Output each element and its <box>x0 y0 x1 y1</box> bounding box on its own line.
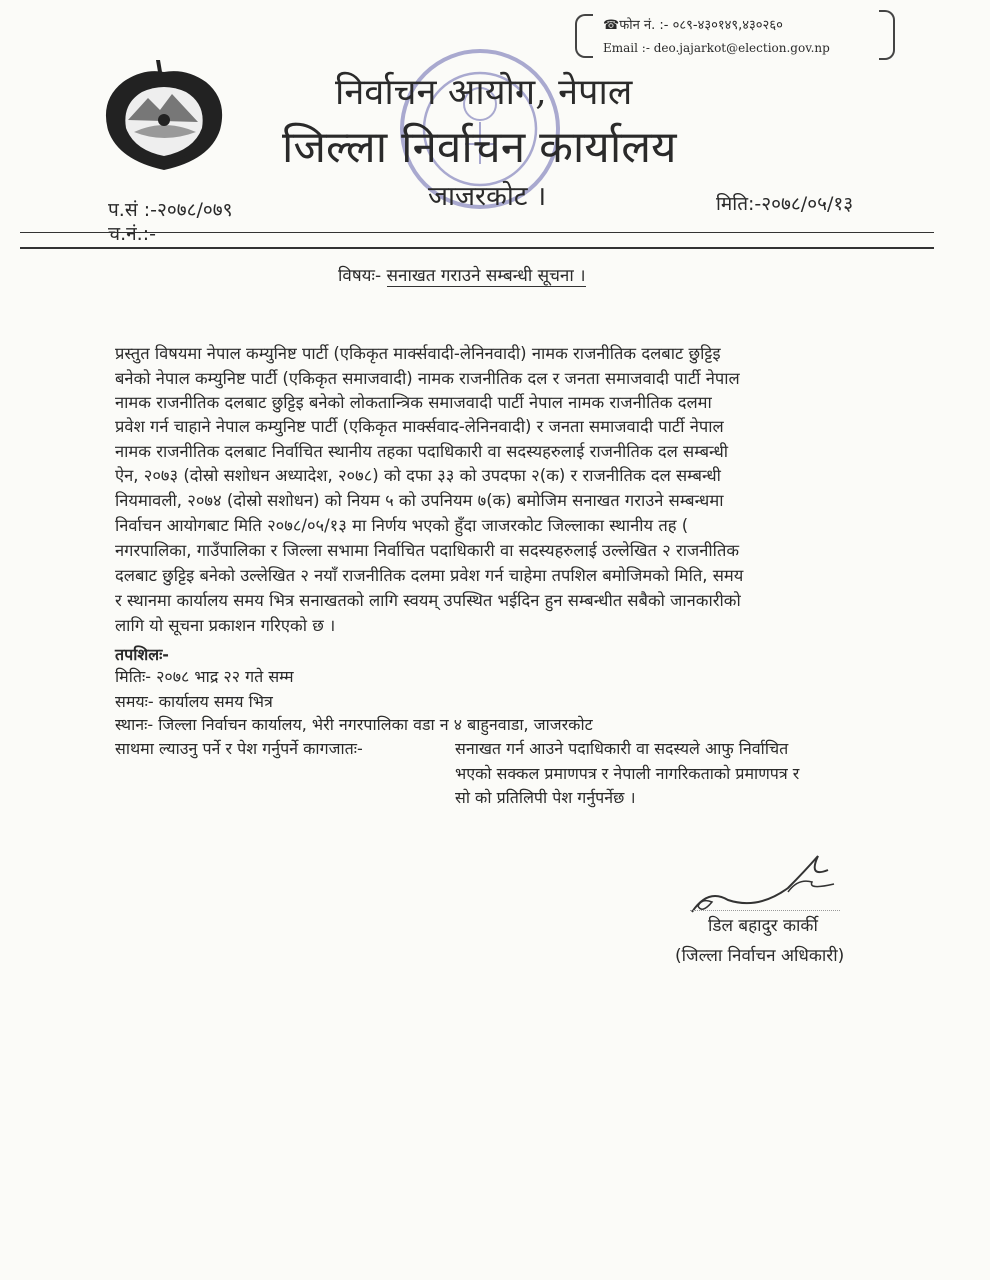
letter-date: मिति:-२०७८/०५/१३ <box>716 193 854 215</box>
header-line-3: जाजरकोट । <box>428 181 547 212</box>
body-line: लागि यो सूचना प्रकाशन गरिएको छ । <box>115 616 336 635</box>
header-line-2: जिल्ला निर्वाचन कार्यालय <box>282 122 677 173</box>
body-line: नामक राजनीतिक दलबाट छुट्टिइ बनेको लोकतान्त्रिक समाजवादी पार्टी नेपाल नामक राजनीतिक दलमा <box>115 393 712 412</box>
body-line: नियमावली, २०७४ (दोस्रो सशोधन) को नियम ५ को उपनियम ७(क) बमोजिम सनाखत गराउने सम्बन्धमा <box>115 491 724 510</box>
documents-line: सो को प्रतिलिपी पेश गर्नुपर्नेछ । <box>455 788 636 807</box>
documents-line: भएको सक्कल प्रमाणपत्र र नेपाली नागरिकताको प्रमाणपत्र र <box>455 764 800 783</box>
contact-email: Email :- deo.jajarkot@election.gov.np <box>603 41 830 55</box>
subject-line <box>338 263 586 286</box>
documents-line: सनाखत गर्न आउने पदाधिकारी वा सदस्यले आफु निर्वाचित <box>455 739 789 758</box>
body-line: निर्वाचन आयोगबाट मिति २०७८/०५/१३ मा निर्णय भएको हुँदा जाजरकोट जिल्लाका स्थानीय तह ( <box>115 516 689 535</box>
contact-box <box>575 8 895 60</box>
schedule-time: समयः- कार्यालय समय भित्र <box>115 692 273 711</box>
schedule-place: स्थानः- जिल्ला निर्वाचन कार्यालय, भेरी नगरपालिका वडा न ४ बाहुनवाडा, जाजरकोट <box>115 715 593 734</box>
body-line: प्रवेश गर्न चाहाने नेपाल कम्युनिष्ट पार्टी (एकिकृत मार्क्सवाद-लेनिनवादी) र जनता समाजवादी पार्टी नेपाल <box>115 417 724 436</box>
signatory-name: डिल बहादुर कार्की <box>708 916 818 936</box>
schedule-date: मितिः- २०७८ भाद्र २२ गते सम्म <box>115 667 294 686</box>
schedule-heading: तपशिलः- <box>115 645 169 664</box>
divider-thin <box>20 232 934 233</box>
body-line: दलबाट छुट्टिइ बनेको उल्लेखित २ नयाँ राजनीतिक दलमा प्रवेश गर्न चाहेमा तपशिल बमोजिमको मिति, समय <box>115 566 744 585</box>
reference-number: प.सं :-२०७८/०७९ <box>108 199 233 221</box>
documents-label: साथमा ल्याउनु पर्ने र पेश गर्नुपर्ने कागजातः- <box>115 739 363 758</box>
divider-thick <box>20 247 934 249</box>
body-line: नामक राजनीतिक दलबाट निर्वाचित स्थानीय तहका पदाधिकारी वा सदस्यहरुलाई राजनीतिक दल सम्बन्धी <box>115 442 728 461</box>
body-line: र स्थानमा कार्यालय समय भित्र सनाखतको लागि स्वयम् उपस्थित भईदिन हुन सम्बन्धीत सबैको जानकारीको <box>115 591 741 610</box>
signatory-title: (जिल्ला निर्वाचन अधिकारी) <box>675 946 845 966</box>
subject-text: सनाखत गराउने सम्बन्धी सूचना । <box>386 266 586 286</box>
body-line: प्रस्तुत विषयमा नेपाल कम्युनिष्ट पार्टी (एकिकृत मार्क्सवादी-लेनिनवादी) नामक राजनीतिक दलबाट छुट्टिइ <box>115 344 721 363</box>
header-line-1: निर्वाचन आयोग, नेपाल <box>335 72 633 113</box>
subject-label: विषयः- <box>338 266 382 286</box>
body-line: बनेको नेपाल कम्युनिष्ट पार्टी (एकिकृत समाजवादी) नामक राजनीतिक दल र जनता समाजवादी पार्टी नेपाल <box>115 369 740 388</box>
nepal-emblem-icon <box>98 60 230 178</box>
left-brace <box>575 14 593 58</box>
signature-line <box>690 910 840 911</box>
contact-phone: ☎फोन नं. :- ०८९-४३०१४९,४३०२६० <box>603 18 783 33</box>
body-line: नगरपालिका, गाउँपालिका र जिल्ला सभामा निर्वाचित पदाधिकारी वा सदस्यहरुलाई उल्लेखित २ राजनीतिक <box>115 541 740 560</box>
body-line: ऐन, २०७३ (दोस्रो सशोधन अध्यादेश, २०७८) को दफा ३३ को उपदफा २(क) र राजनीतिक दल सम्बन्धी <box>115 466 721 485</box>
dispatch-number: च.नं.:- <box>108 223 156 245</box>
right-brace <box>879 10 895 60</box>
